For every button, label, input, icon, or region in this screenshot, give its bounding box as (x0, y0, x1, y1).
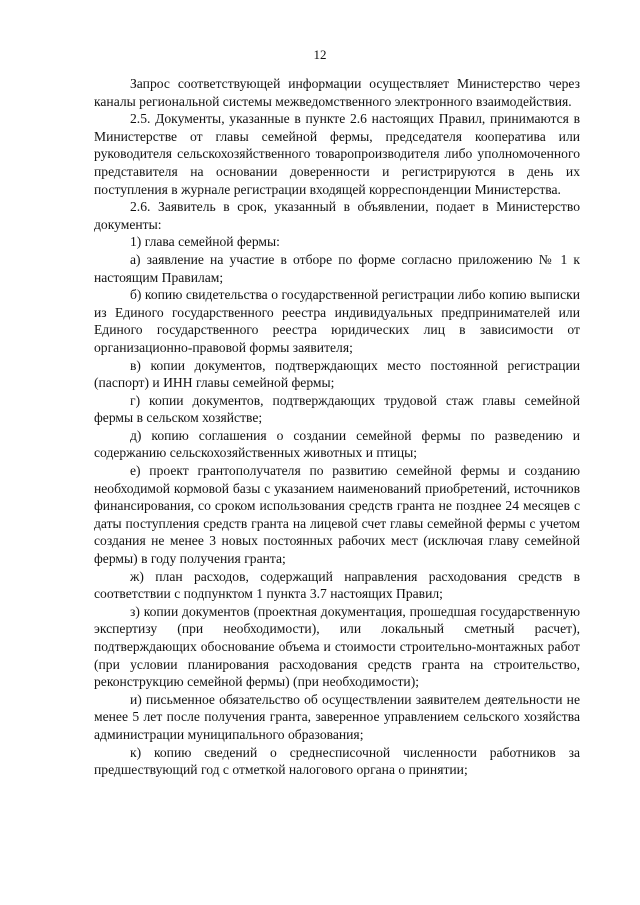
document-body (94, 75, 580, 779)
list-item-zh: ж) план расходов, содержащий направления расходования средств в соответствии с подпунктом 1 пункта 3.7 настоящих Правил; (94, 568, 580, 602)
list-item-v: в) копии документов, подтверждающих место постоянной регистрации (паспорт) и ИНН главы семейной фермы; (94, 357, 580, 391)
list-item-e: е) проект грантополучателя по развитию семейной фермы и созданию необходимой кормовой базы с указанием наименований приобретений, источников финансирования, со сроком использования средств гранта не позднее 24 месяцев с даты поступления средств гранта на лицевой счет главы семейной фермы с учетом создания не менее 3 новых постоянных рабочих мест (исключая главу семейной фермы) в году получения гранта; (94, 463, 580, 567)
list-item-1: 1) глава семейной фермы: (130, 234, 280, 250)
list-item-i: и) письменное обязательство об осуществлении заявителем деятельности не менее 5 лет после получения гранта, заверенное управлением сельского хозяйства администрации муниципального образования; (94, 691, 580, 742)
paragraph-2-6: 2.6. Заявитель в срок, указанный в объявлении, подает в Министерство документы: (94, 199, 580, 232)
paragraph-request-info: Запрос соответствующей информации осуществляет Министерство через каналы региональной системы межведомственного электронного взаимодействия. (94, 76, 580, 109)
paragraph-2-5: 2.5. Документы, указанные в пункте 2.6 настоящих Правил, принимаются в Министерстве от главы семейной фермы, председателя кооператива или руководителя сельскохозяйственного товаропроизводителя либо уполномоченного представителя на основании доверенности и регистрируются в день их поступления в журнале регистрации входящей корреспонденции Министерства. (94, 111, 580, 197)
list-item-k: к) копию сведений о среднесписочной численности работников за предшествующий год с отметкой налогового органа о принятии; (94, 744, 580, 778)
list-item-a: а) заявление на участие в отборе по форме согласно приложению № 1 к настоящим Правилам; (94, 251, 580, 285)
list-item-b: б) копию свидетельства о государственной регистрации либо копию выписки из Единого государственного реестра индивидуальных предпринимателей или Единого государственного реестра юридических лиц в зависимости от организационно-правовой формы заявителя; (94, 287, 580, 355)
list-item-d: д) копию соглашения о создании семейной фермы по разведению и содержанию сельскохозяйственных животных и птицы; (94, 427, 580, 461)
list-item-g: г) копии документов, подтверждающих трудовой стаж главы семейной фермы в сельском хозяйстве; (94, 392, 580, 426)
page-number: 12 (313, 47, 327, 62)
list-item-z: з) копии документов (проектная документация, прошедшая государственную экспертизу (при необходимости), или локальный сметный расчет), подтверждающих обоснование объема и стоимости строительно-монтажных работ (при условии планирования расходования средств гранта на строительство, реконструкцию семейной фермы) (при необходимости); (94, 603, 580, 690)
